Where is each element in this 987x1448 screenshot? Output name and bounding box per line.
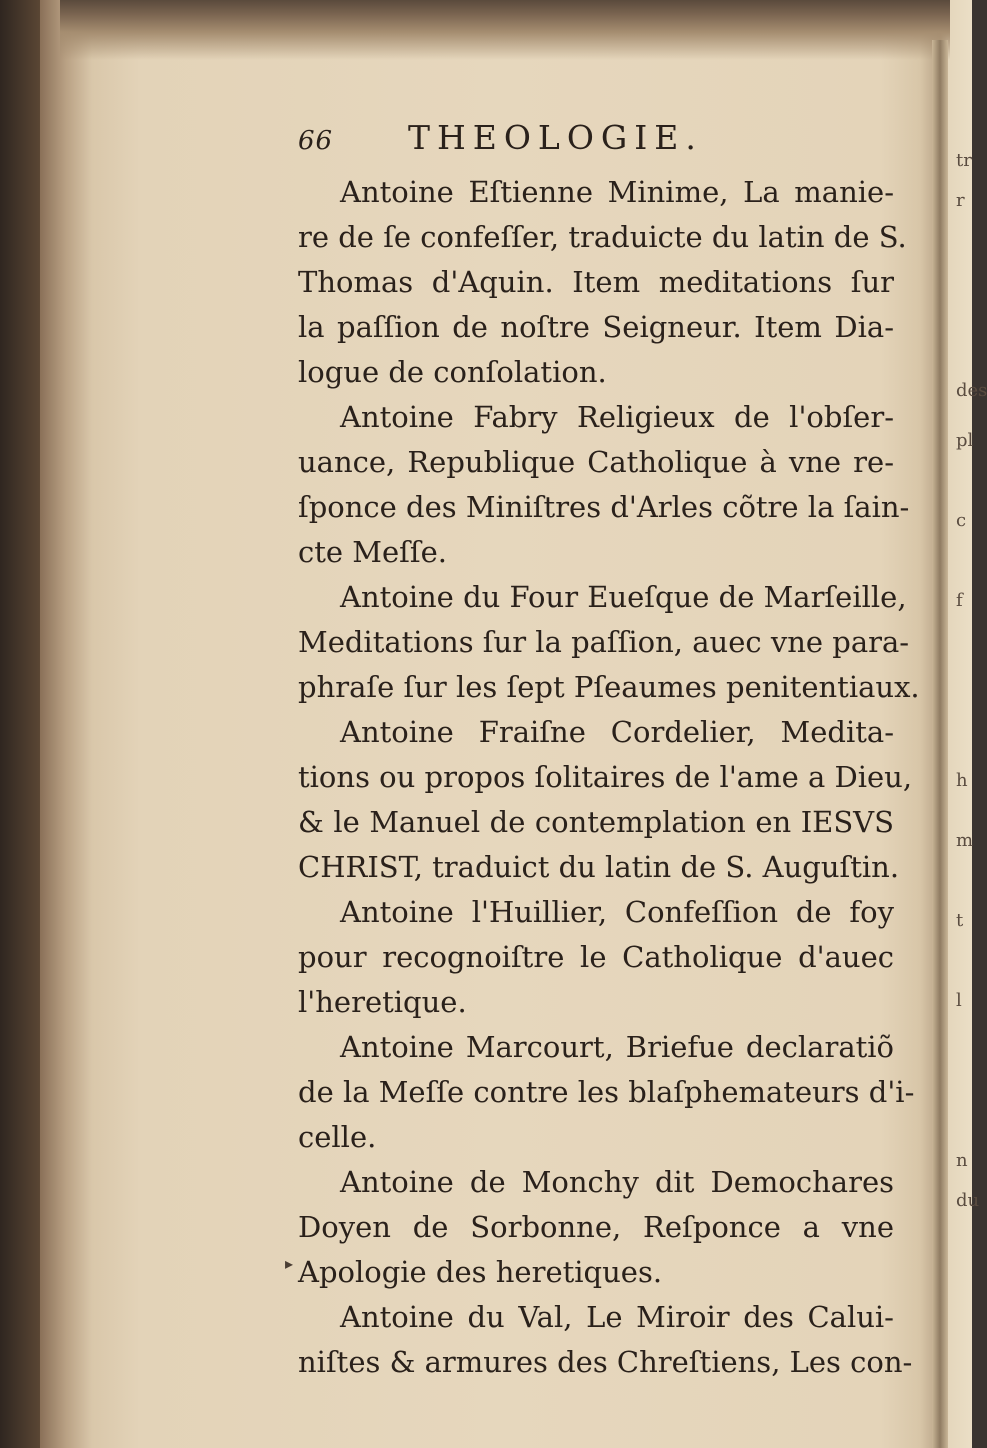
bibliography-entry [298, 395, 910, 575]
text-line: CHRIST, traduict du latin de S. Auguſtin. [298, 850, 900, 884]
facing-page-fragment: tr [956, 150, 972, 171]
text-line: Antoine Eſtienne Minime, La manie- [340, 175, 894, 209]
text-line: Antoine du Val, Le Miroir des Calui- [340, 1300, 894, 1334]
book-edge-top [60, 0, 950, 60]
facing-page-fragment: h [956, 770, 968, 791]
text-line: Antoine Fabry Religieux de l'obſer- [340, 400, 894, 434]
facing-page-fragment: l [956, 990, 962, 1011]
page-text-block [298, 118, 920, 1385]
text-line: Antoine du Four Eueſque de Marſeille, [340, 580, 907, 614]
text-line: Antoine Fraiſne Cordelier, Medita- [340, 715, 894, 749]
facing-page-fragment: r [956, 190, 965, 211]
text-line: phraſe ſur les ſept Pſeaumes penitentiaux. [298, 670, 920, 704]
bibliography-entry [298, 1025, 915, 1160]
text-line: re de ſe confeſſer, traduicte du latin de S. [298, 220, 907, 254]
running-head [298, 118, 894, 170]
facing-page-fragment: f [956, 590, 963, 611]
text-line: ſponce des Miniſtres d'Arles cõtre la ſain- [298, 490, 910, 524]
book-edge-left [0, 0, 40, 1448]
text-line: Antoine Marcourt, Briefue declaratiõ [340, 1030, 894, 1064]
book-gutter [932, 40, 948, 1448]
bibliography-entry [298, 575, 920, 710]
facing-page-fragment: du [956, 1190, 980, 1211]
text-line: celle. [298, 1120, 377, 1154]
text-line: Thomas d'Aquin. Item meditations ſur [298, 265, 894, 299]
running-title: THEOLOGIE. [408, 118, 703, 157]
text-line: Antoine l'Huillier, Confeſſion de foy [340, 895, 894, 929]
text-line: Doyen de Sorbonne, Reſponce a vne [298, 1210, 894, 1244]
facing-page-fragment: des [956, 380, 987, 401]
bibliography-entry [298, 170, 907, 395]
text-line: & le Manuel de contemplation en IESVS [298, 805, 894, 839]
text-line: tions ou propos ſolitaires de l'ame a Dieu, [298, 760, 913, 794]
text-line: de la Meſſe contre les blaſphemateurs d'i- [298, 1075, 915, 1109]
bibliography-entry [298, 710, 913, 890]
facing-page-fragment: c [956, 510, 967, 531]
facing-page-fragment: m [956, 830, 974, 851]
text-line: pour recognoiſtre le Catholique d'auec [298, 940, 894, 974]
text-line: niſtes & armures des Chreſtiens, Les con- [298, 1345, 913, 1379]
facing-page-fragment: n [956, 1150, 968, 1171]
facing-page-fragment: t [956, 910, 964, 931]
bibliography-entry [298, 1295, 913, 1385]
text-line: la paſſion de noſtre Seigneur. Item Dia- [298, 310, 894, 344]
text-line: Apologie des heretiques. [298, 1255, 663, 1289]
text-line: cte Meſſe. [298, 535, 447, 569]
bibliography-entry [298, 1160, 894, 1295]
printer-mark: ▸ [285, 1254, 294, 1273]
page-number: 66 [298, 126, 334, 156]
text-line: logue de conſolation. [298, 355, 607, 389]
entries-list [298, 170, 920, 1385]
text-line: uance, Republique Catholique à vne re- [298, 445, 894, 479]
bibliography-entry [298, 890, 894, 1025]
text-line: l'heretique. [298, 985, 467, 1019]
text-line: Meditations ſur la paſſion, auec vne para- [298, 625, 910, 659]
text-line: Antoine de Monchy dit Demochares [340, 1165, 894, 1199]
facing-page-fragment: pl [956, 430, 974, 451]
